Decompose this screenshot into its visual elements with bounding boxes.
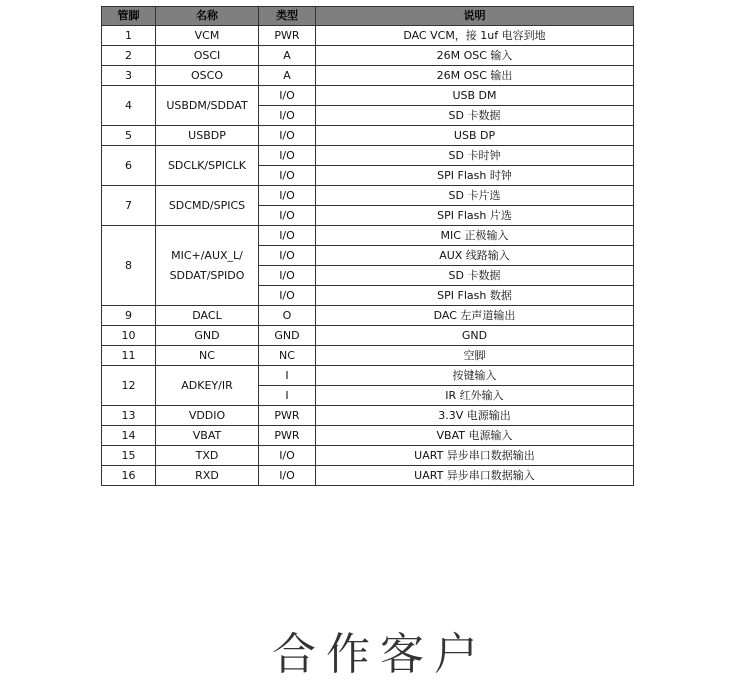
pin-number: 7 xyxy=(102,186,156,226)
pin-number: 6 xyxy=(102,146,156,186)
pin-number: 15 xyxy=(102,446,156,466)
pin-description: IR 红外输入 xyxy=(316,386,634,406)
pin-type: I/O xyxy=(259,226,316,246)
pin-number: 12 xyxy=(102,366,156,406)
pin-type: PWR xyxy=(259,426,316,446)
pin-number: 9 xyxy=(102,306,156,326)
pin-description: SPI Flash 片选 xyxy=(316,206,634,226)
pin-name: RXD xyxy=(156,466,259,486)
table-row xyxy=(102,326,634,346)
pin-description: 26M OSC 输入 xyxy=(316,46,634,66)
pin-description: 空脚 xyxy=(316,346,634,366)
section-title: 合作客户 xyxy=(272,629,488,680)
pin-type: I/O xyxy=(259,126,316,146)
pin-type: I/O xyxy=(259,186,316,206)
pin-description: SD 卡数据 xyxy=(316,106,634,126)
pin-type: NC xyxy=(259,346,316,366)
pin-table xyxy=(101,6,634,486)
pin-number: 14 xyxy=(102,426,156,446)
pin-description: USB DP xyxy=(316,126,634,146)
pin-description: SD 卡数据 xyxy=(316,266,634,286)
table-row xyxy=(102,26,634,46)
pin-description: USB DM xyxy=(316,86,634,106)
pin-description: SPI Flash 数据 xyxy=(316,286,634,306)
pin-type: I/O xyxy=(259,86,316,106)
pin-description: UART 异步串口数据输入 xyxy=(316,466,634,486)
pin-type: A xyxy=(259,46,316,66)
table-row xyxy=(102,186,634,206)
pin-table-body xyxy=(102,26,634,486)
pin-name: VDDIO xyxy=(156,406,259,426)
table-row xyxy=(102,426,634,446)
pin-type: O xyxy=(259,306,316,326)
table-row xyxy=(102,346,634,366)
pin-description: DAC 左声道输出 xyxy=(316,306,634,326)
pin-name: ADKEY/IR xyxy=(156,366,259,406)
table-header-row xyxy=(102,7,634,26)
pin-number: 10 xyxy=(102,326,156,346)
table-row xyxy=(102,226,634,246)
header-description: 说明 xyxy=(316,7,634,26)
pin-number: 16 xyxy=(102,466,156,486)
header-type: 类型 xyxy=(259,7,316,26)
table-row xyxy=(102,46,634,66)
pin-name: GND xyxy=(156,326,259,346)
pin-description: SD 卡时钟 xyxy=(316,146,634,166)
header-pin: 管脚 xyxy=(102,7,156,26)
table-row xyxy=(102,406,634,426)
pin-type: I/O xyxy=(259,166,316,186)
pin-name: VCM xyxy=(156,26,259,46)
pin-type: I/O xyxy=(259,246,316,266)
pin-type: A xyxy=(259,66,316,86)
pin-type: GND xyxy=(259,326,316,346)
pin-description: MIC 正极输入 xyxy=(316,226,634,246)
table-row xyxy=(102,366,634,386)
pin-name: VBAT xyxy=(156,426,259,446)
pin-number: 13 xyxy=(102,406,156,426)
pin-description: DAC VCM，接 1uf 电容到地 xyxy=(316,26,634,46)
table-row xyxy=(102,66,634,86)
pin-name: SDCMD/SPICS xyxy=(156,186,259,226)
pin-number: 8 xyxy=(102,226,156,306)
pin-name: USBDM/SDDAT xyxy=(156,86,259,126)
table-row xyxy=(102,446,634,466)
pin-description: 按键输入 xyxy=(316,366,634,386)
pin-description: 3.3V 电源输出 xyxy=(316,406,634,426)
header-name: 名称 xyxy=(156,7,259,26)
pin-description: SPI Flash 时钟 xyxy=(316,166,634,186)
pin-name: NC xyxy=(156,346,259,366)
table-row xyxy=(102,126,634,146)
pin-name: USBDP xyxy=(156,126,259,146)
pin-name: OSCO xyxy=(156,66,259,86)
pin-type: I/O xyxy=(259,106,316,126)
pin-type: I/O xyxy=(259,146,316,166)
pin-name: MIC+/AUX_L/ SDDAT/SPIDO xyxy=(156,226,259,306)
table-row xyxy=(102,146,634,166)
pin-number: 5 xyxy=(102,126,156,146)
pin-type: I xyxy=(259,366,316,386)
pin-type: I/O xyxy=(259,286,316,306)
pin-number: 3 xyxy=(102,66,156,86)
pin-type: I/O xyxy=(259,206,316,226)
pin-type: I/O xyxy=(259,446,316,466)
pin-type: PWR xyxy=(259,26,316,46)
pin-description: AUX 线路输入 xyxy=(316,246,634,266)
pin-name: OSCI xyxy=(156,46,259,66)
pin-name: TXD xyxy=(156,446,259,466)
pin-number: 11 xyxy=(102,346,156,366)
pin-type: PWR xyxy=(259,406,316,426)
pin-description: UART 异步串口数据输出 xyxy=(316,446,634,466)
pin-type: I/O xyxy=(259,266,316,286)
pin-description: VBAT 电源输入 xyxy=(316,426,634,446)
pin-number: 2 xyxy=(102,46,156,66)
table-row xyxy=(102,466,634,486)
pin-description: SD 卡片选 xyxy=(316,186,634,206)
table-row xyxy=(102,306,634,326)
pin-description: GND xyxy=(316,326,634,346)
pin-type: I/O xyxy=(259,466,316,486)
table-row xyxy=(102,86,634,106)
pin-number: 4 xyxy=(102,86,156,126)
pin-type: I xyxy=(259,386,316,406)
pin-description: 26M OSC 输出 xyxy=(316,66,634,86)
pin-name: SDCLK/SPICLK xyxy=(156,146,259,186)
pin-number: 1 xyxy=(102,26,156,46)
pin-name: DACL xyxy=(156,306,259,326)
